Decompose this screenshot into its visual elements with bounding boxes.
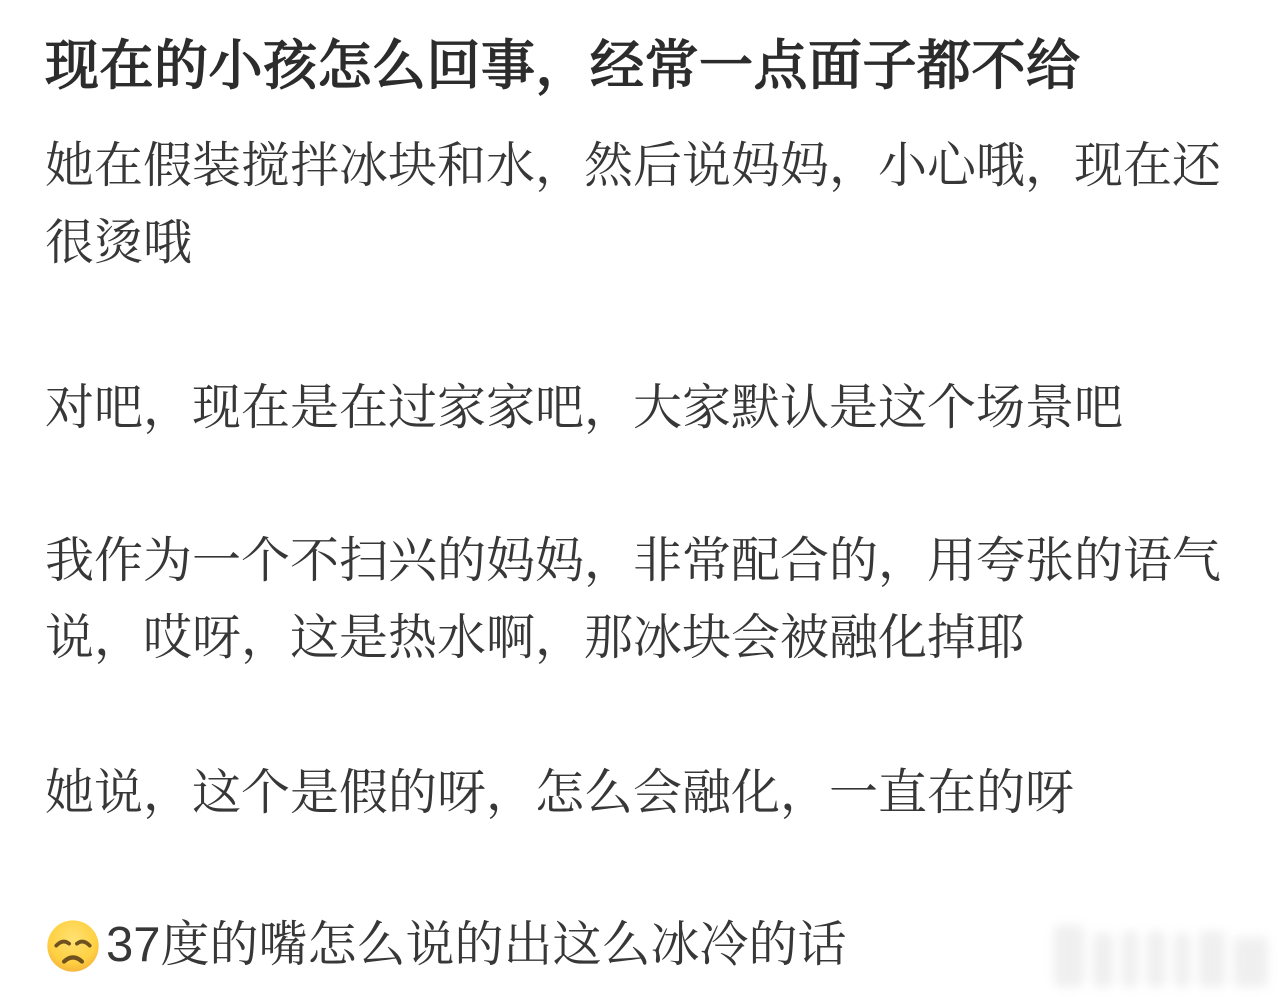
post-paragraph-4: 她说，这个是假的呀，怎么会融化，一直在的呀 — [45, 766, 1075, 820]
watermark-mark — [1093, 933, 1113, 987]
watermark-mark — [1122, 931, 1138, 987]
disappointed-face-emoji — [45, 918, 101, 974]
post-paragraph-1: 她在假装搅拌冰块和水，然后说妈妈，小心哦，现在还很烫哦 — [45, 139, 1222, 270]
post-paragraph-2: 对吧，现在是在过家家吧，大家默认是这个场景吧 — [45, 381, 1124, 435]
closing-text: 37度的嘴怎么说的出这么冰冷的话 — [106, 918, 847, 972]
post-paragraph-3: 我作为一个不扫兴的妈妈，非常配合的，用夸张的语气说，哎呀，这是热水啊，那冰块会被融化掉耶 — [45, 534, 1222, 665]
watermark-mark — [1234, 937, 1268, 987]
watermark-mark — [1054, 925, 1084, 987]
post-title: 现在的小孩怎么回事，经常一点面子都不给 — [45, 36, 1081, 96]
watermark-mark — [1199, 931, 1225, 987]
watermark-mark — [1147, 931, 1165, 987]
watermark-mark — [1174, 933, 1190, 987]
watermark — [1054, 925, 1268, 987]
